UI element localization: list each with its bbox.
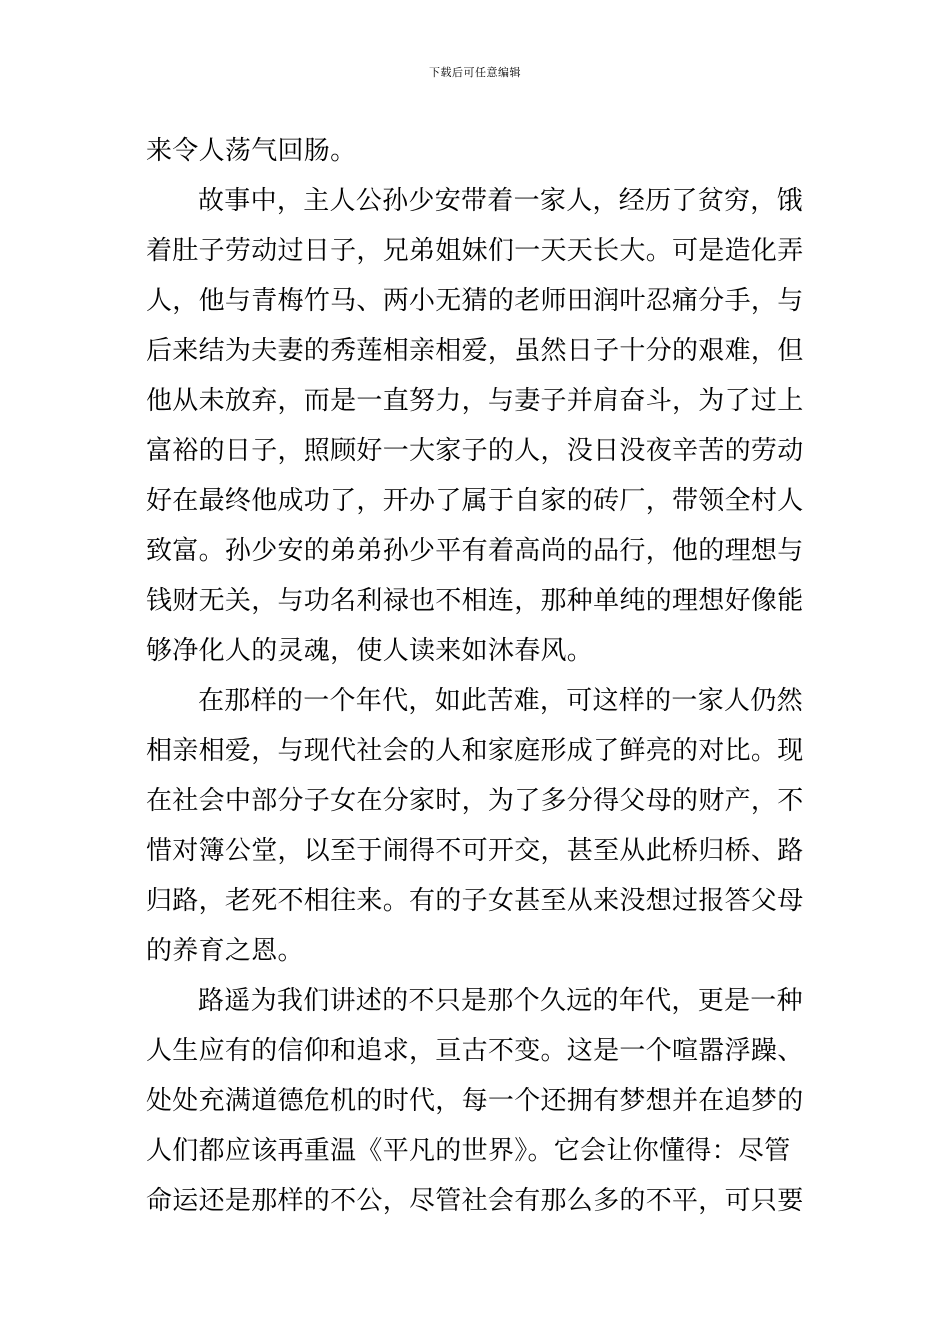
text-line: 人们都应该再重温《平凡的世界》。它会让你懂得：尽管 <box>146 1136 791 1166</box>
text-line: 惜对簿公堂，以至于闹得不可开交，甚至从此桥归桥、路 <box>146 836 804 866</box>
text-line: 致富。孙少安的弟弟孙少平有着高尚的品行，他的理想与 <box>146 536 804 566</box>
text-line: 路遥为我们讲述的不只是那个久远的年代，更是一种 <box>198 986 803 1016</box>
text-line: 着肚子劳动过日子，兄弟姐妹们一天天长大。可是造化弄 <box>146 236 804 266</box>
body-text <box>146 126 810 1226</box>
text-line: 命运还是那样的不公，尽管社会有那么多的不平，可只要 <box>146 1186 804 1216</box>
text-line: 好在最终他成功了，开办了属于自家的砖厂，带领全村人 <box>146 486 804 516</box>
text-line: 处处充满道德危机的时代，每一个还拥有梦想并在追梦的 <box>146 1086 804 1116</box>
text-line: 他从未放弃，而是一直努力，与妻子并肩奋斗，为了过上 <box>146 386 804 416</box>
page-header: 下载后可任意编辑 <box>429 66 521 79</box>
text-line: 的养育之恩。 <box>146 936 304 966</box>
text-line: 人生应有的信仰和追求，亘古不变。这是一个喧嚣浮躁、 <box>146 1036 804 1066</box>
text-line: 后来结为夫妻的秀莲相亲相爱，虽然日子十分的艰难，但 <box>146 336 804 366</box>
text-line: 相亲相爱，与现代社会的人和家庭形成了鲜亮的对比。现 <box>146 736 804 766</box>
text-line: 在那样的一个年代，如此苦难，可这样的一家人仍然 <box>198 686 803 716</box>
text-line: 来令人荡气回肠。 <box>146 136 357 166</box>
text-line: 在社会中部分子女在分家时，为了多分得父母的财产，不 <box>146 786 804 816</box>
text-line: 人，他与青梅竹马、两小无猜的老师田润叶忍痛分手，与 <box>146 286 804 316</box>
text-line: 钱财无关，与功名利禄也不相连，那种单纯的理想好像能 <box>146 586 804 616</box>
text-line: 富裕的日子，照顾好一大家子的人，没日没夜辛苦的劳动 <box>146 436 804 466</box>
text-line: 归路，老死不相往来。有的子女甚至从来没想过报答父母 <box>146 886 804 916</box>
text-line: 故事中，主人公孙少安带着一家人，经历了贫穷，饿 <box>198 186 803 216</box>
text-line: 够净化人的灵魂，使人读来如沐春风。 <box>146 636 594 666</box>
